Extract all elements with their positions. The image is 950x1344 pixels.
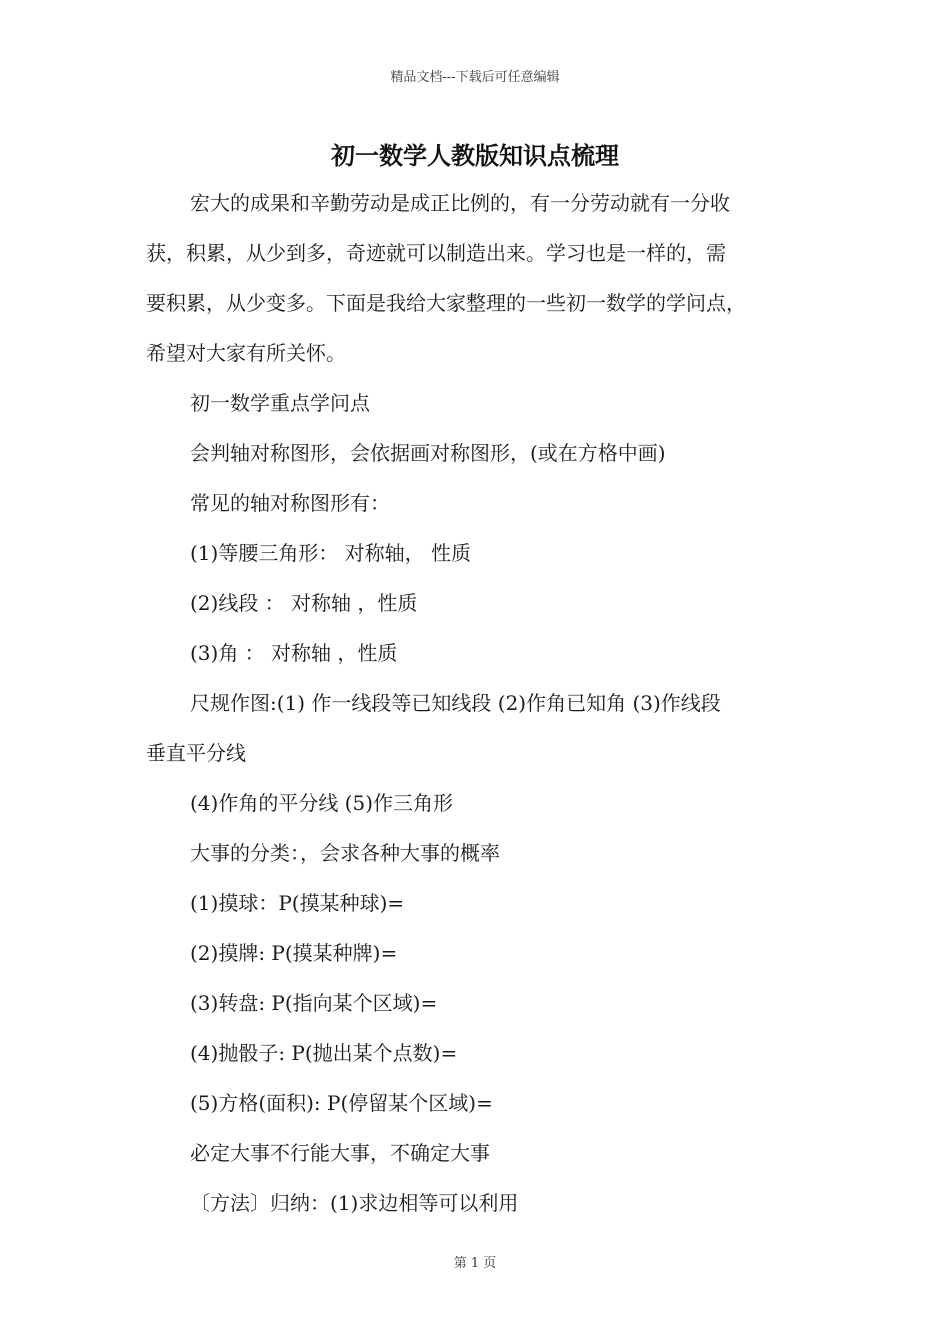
paragraph-line: 必定大事不行能大事，不确定大事 xyxy=(190,1141,490,1165)
paragraph-line: 希望对大家有所关怀。 xyxy=(146,341,346,365)
list-item: (3)角 ： 对称轴 ，性质 xyxy=(190,641,398,665)
list-item: (1)摸球：P(摸某种球)= xyxy=(190,891,405,915)
paragraph-line: (4)作角的平分线 (5)作三角形 xyxy=(190,791,454,815)
list-item: (5)方格(面积): P(停留某个区域)= xyxy=(190,1091,493,1115)
paragraph-line: 垂直平分线 xyxy=(146,741,246,765)
paragraph-line: 大事的分类：，会求各种大事的概率 xyxy=(190,841,500,865)
document-body xyxy=(146,178,826,1228)
list-item: (4)抛骰子: P(抛出某个点数)= xyxy=(190,1041,458,1065)
paragraph-line: 宏大的成果和辛勤劳动是成正比例的，有一分劳动就有一分收 xyxy=(190,191,730,215)
list-item: (1)等腰三角形： 对称轴， 性质 xyxy=(190,541,472,565)
page-header: 精品文档---下载后可任意编辑 xyxy=(390,70,560,85)
paragraph-line: 会判轴对称图形，会依据画对称图形，(或在方格中画) xyxy=(190,441,666,465)
paragraph-line: 获，积累，从少到多，奇迹就可以制造出来。学习也是一样的，需 xyxy=(146,241,726,265)
section-heading: 初一数学重点学问点 xyxy=(190,391,370,415)
list-item: (3)转盘: P(指向某个区域)= xyxy=(190,991,438,1015)
paragraph-line: 尺规作图:(1) 作一线段等已知线段 (2)作角已知角 (3)作线段 xyxy=(190,691,721,715)
list-item: (2)线段 ： 对称轴 ，性质 xyxy=(190,591,418,615)
paragraph-line: 〔方法〕归纳：(1)求边相等可以利用 xyxy=(190,1191,519,1215)
paragraph-line: 要积累，从少变多。下面是我给大家整理的一些初一数学的学问点， xyxy=(146,291,746,315)
page-number: 第 1 页 xyxy=(453,1256,497,1271)
list-item: (2)摸牌: P(摸某种牌)= xyxy=(190,941,398,965)
paragraph-line: 常见的轴对称图形有： xyxy=(190,491,390,515)
document-title: 初一数学人教版知识点梳理 xyxy=(331,141,619,170)
